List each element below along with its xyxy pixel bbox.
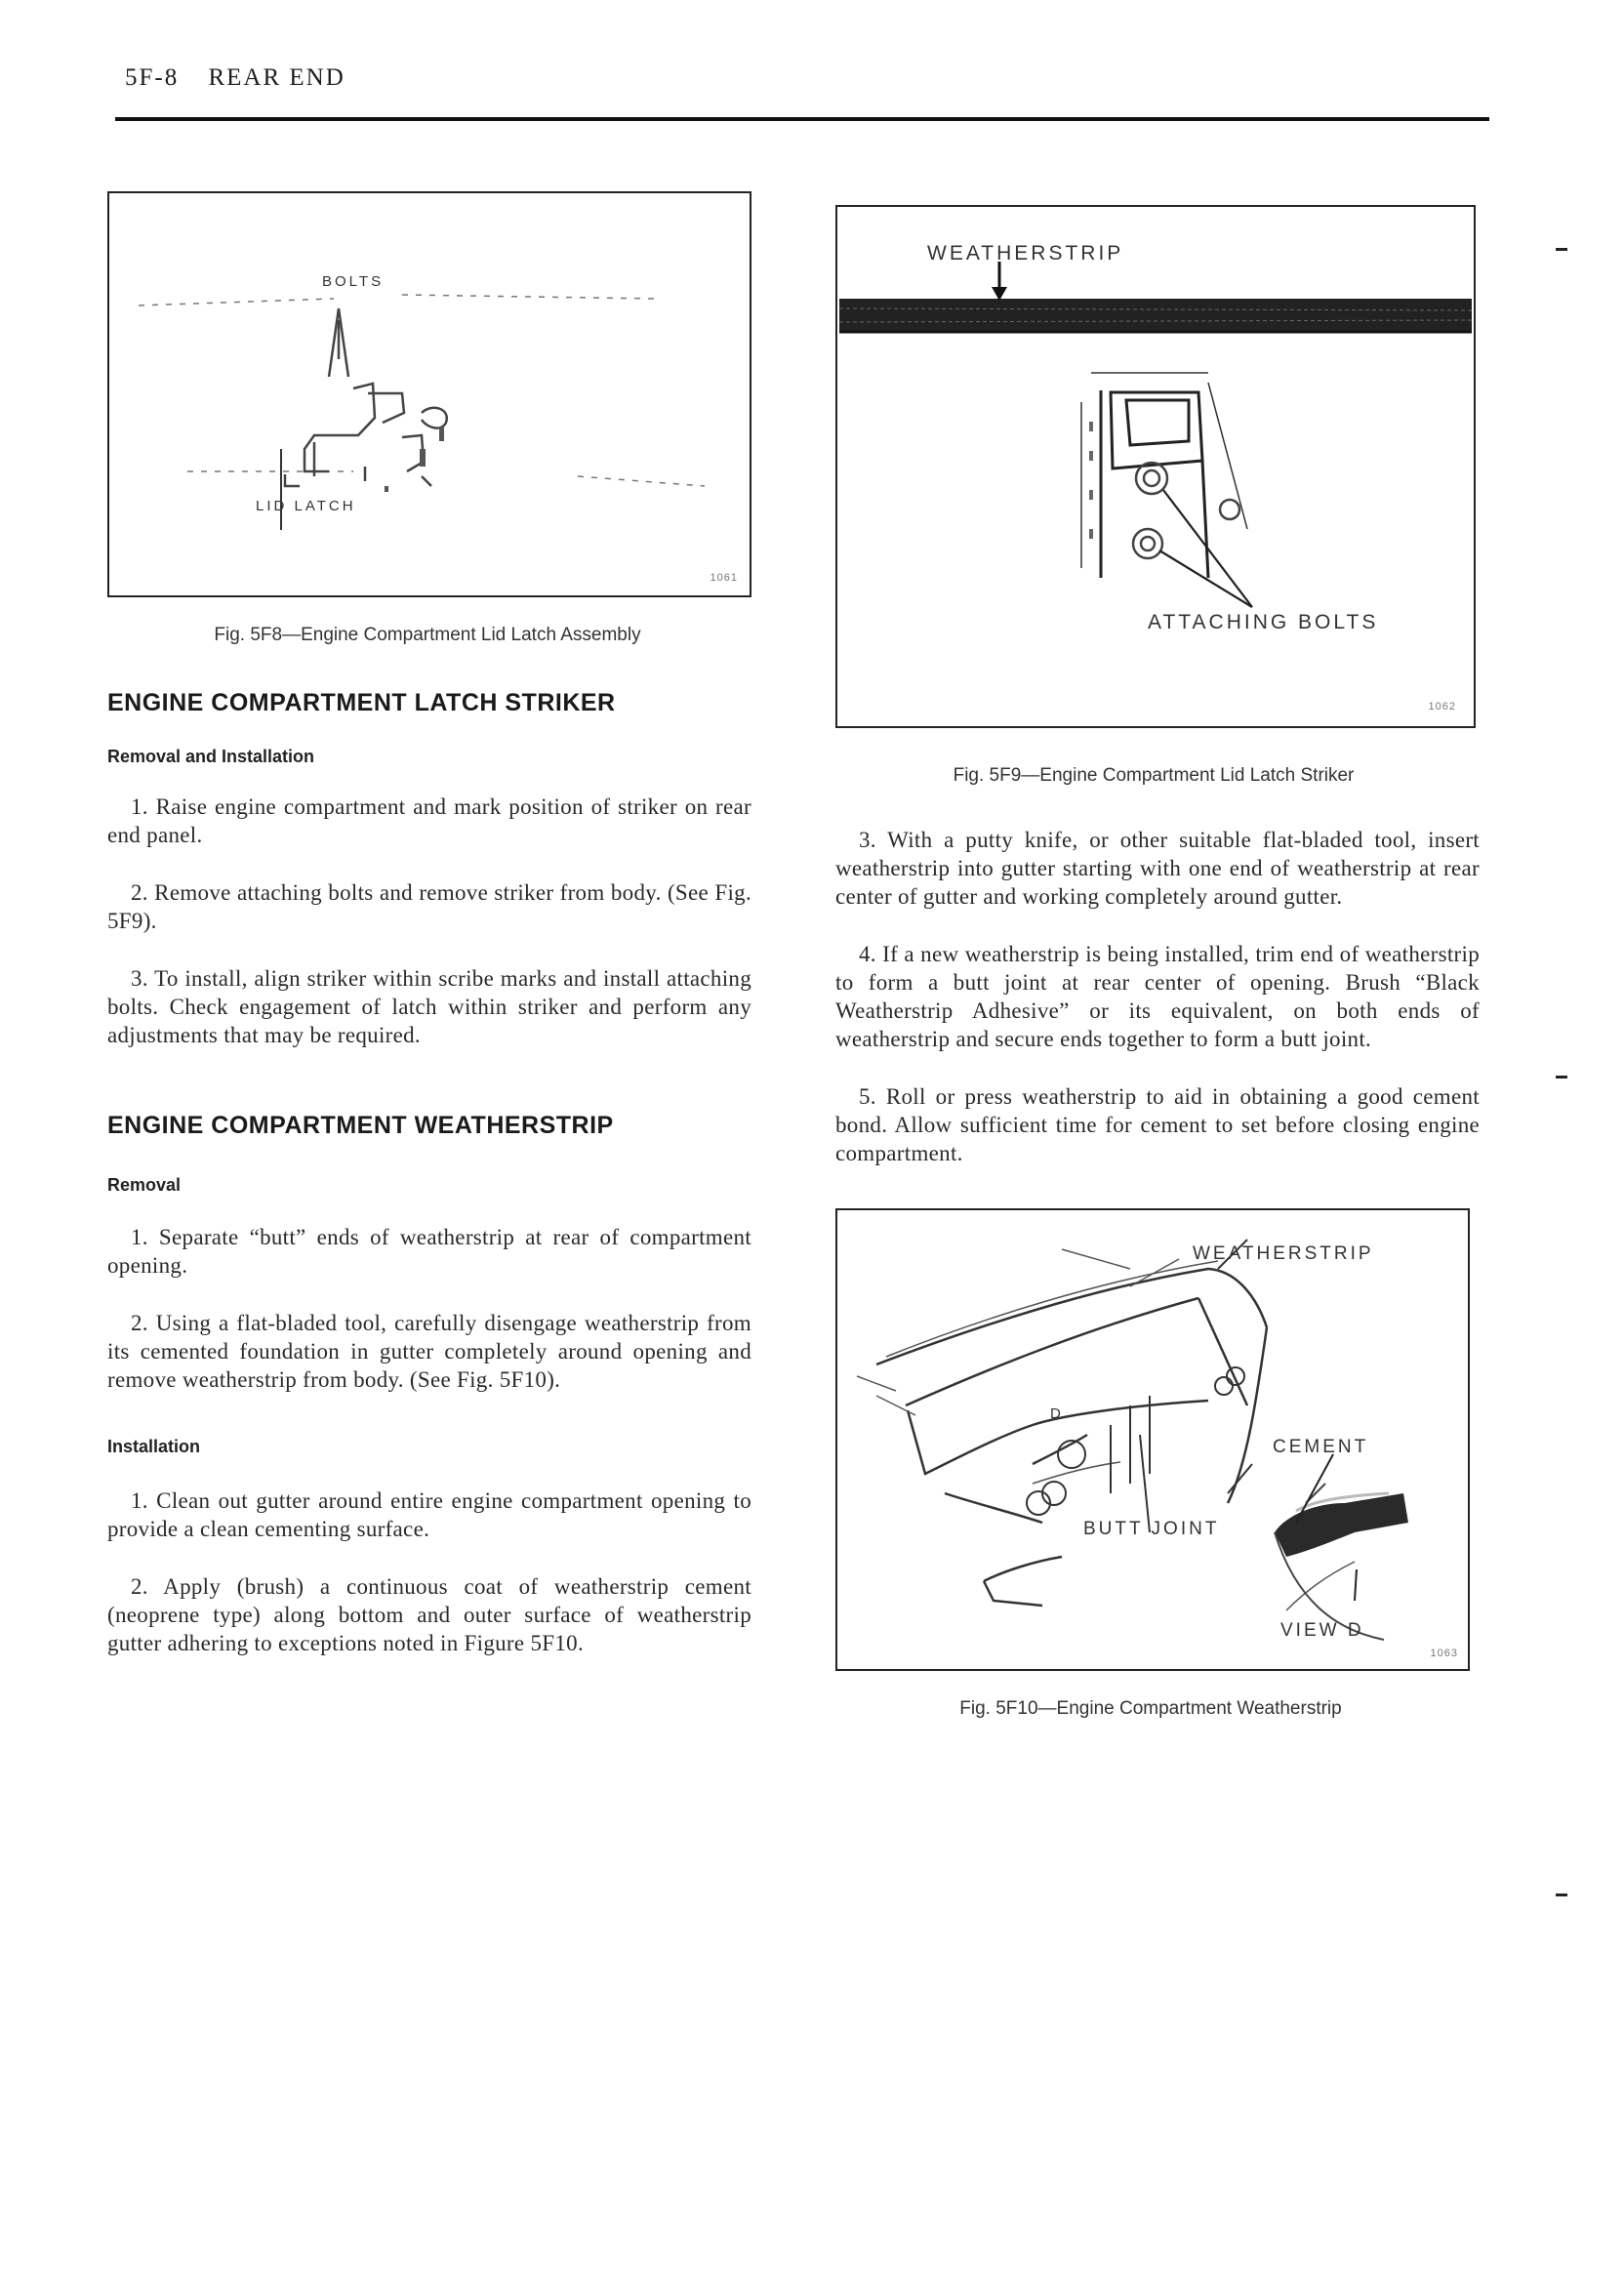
figure-5f8-caption: Fig. 5F8—Engine Compartment Lid Latch Assembly	[214, 625, 641, 645]
weatherstrip-installation-steps-right	[835, 826, 1480, 1167]
step-paragraph: 1. Separate “butt” ends of weatherstrip at rear of compartment opening.	[107, 1225, 751, 1278]
page-header	[125, 64, 345, 92]
bolts-label: BOLTS	[322, 273, 385, 290]
weatherstrip-illustration	[837, 1210, 1468, 1669]
step-paragraph: 2. Remove attaching bolts and remove striker from body. (See Fig. 5F9).	[107, 880, 751, 933]
d-marker-label: D	[1050, 1405, 1061, 1422]
view-d-label: VIEW D	[1280, 1620, 1364, 1641]
figure-5f9-caption: Fig. 5F9—Engine Compartment Lid Latch Striker	[953, 765, 1355, 786]
figure-5f8	[107, 191, 751, 597]
subsection-title-removal: Removal	[107, 1175, 182, 1195]
step-paragraph: 3. To install, align striker within scribe marks and install attaching bolts. Check engagement of latch within striker and perform any adjustments that may be required.	[107, 966, 751, 1047]
right-column	[835, 205, 1480, 1720]
lid-latch-label: LID LATCH	[256, 498, 356, 514]
lid-latch-illustration	[109, 193, 750, 595]
figure-5f10-caption: Fig. 5F10—Engine Compartment Weatherstrip	[959, 1698, 1342, 1719]
figure-5f10	[835, 1208, 1470, 1671]
figure-number: 1063	[1430, 1648, 1458, 1659]
step-paragraph: 3. With a putty knife, or other suitable flat-bladed tool, insert weatherstrip into gutter starting with one end of weatherstrip at rear center of gutter and working completely around gutter.	[835, 828, 1480, 909]
left-column	[107, 191, 751, 1657]
butt-joint-label: BUTT JOINT	[1083, 1519, 1220, 1539]
subsection-title-installation: Installation	[107, 1437, 201, 1456]
section-number: 5F-8	[125, 64, 180, 91]
latch-striker-illustration	[837, 207, 1474, 726]
figure-number: 1062	[1428, 701, 1456, 712]
chapter-title: REAR END	[208, 64, 345, 91]
margin-mark	[1556, 248, 1567, 251]
weatherstrip-removal-steps	[107, 1223, 751, 1394]
margin-mark	[1556, 1076, 1567, 1079]
margin-mark	[1556, 1893, 1567, 1896]
weatherstrip-label: WEATHERSTRIP	[1193, 1243, 1374, 1264]
subsection-title-removal-installation: Removal and Installation	[107, 747, 315, 766]
step-paragraph: 2. Apply (brush) a continuous coat of weatherstrip cement (neoprene type) along bottom and outer surface of weatherstrip gutter adhering to exceptions noted in Figure 5F10.	[107, 1574, 751, 1655]
step-paragraph: 4. If a new weatherstrip is being installed, trim end of weatherstrip to form a butt joint at rear center of opening. Brush “Black Weatherstrip Adhesive” or its equivalent, on both ends of weatherstrip and secure ends together to form a butt joint.	[835, 942, 1480, 1051]
step-paragraph: 1. Raise engine compartment and mark position of striker on rear end panel.	[107, 794, 751, 847]
figure-number: 1061	[710, 572, 738, 584]
weatherstrip-label: WEATHERSTRIP	[927, 242, 1124, 265]
section-title-weatherstrip: ENGINE COMPARTMENT WEATHERSTRIP	[107, 1112, 614, 1139]
section-title-latch-striker: ENGINE COMPARTMENT LATCH STRIKER	[107, 689, 616, 716]
latch-striker-steps	[107, 793, 751, 1049]
attaching-bolts-label: ATTACHING BOLTS	[1148, 611, 1379, 633]
figure-5f9	[835, 205, 1476, 728]
header-rule	[115, 117, 1489, 121]
step-paragraph: 1. Clean out gutter around entire engine compartment opening to provide a clean cementing surface.	[107, 1488, 751, 1541]
step-paragraph: 2. Using a flat-bladed tool, carefully disengage weatherstrip from its cemented foundation in gutter completely around opening and remove weatherstrip from body. (See Fig. 5F10).	[107, 1311, 751, 1392]
step-paragraph: 5. Roll or press weatherstrip to aid in obtaining a good cement bond. Allow sufficient time for cement to set before closing engine compartment.	[835, 1084, 1480, 1165]
weatherstrip-installation-steps-left	[107, 1486, 751, 1657]
cement-label: CEMENT	[1273, 1437, 1369, 1457]
